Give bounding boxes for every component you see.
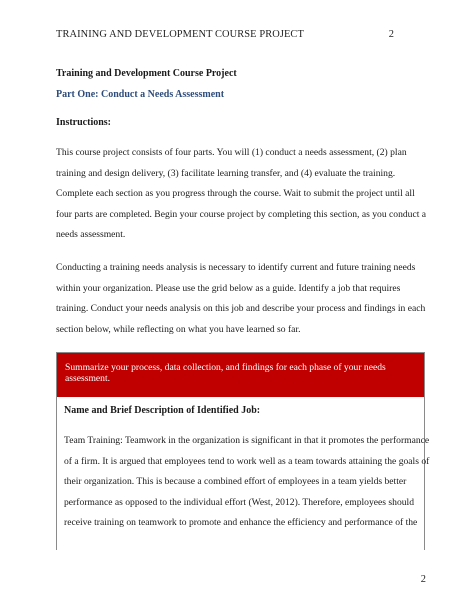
running-header-title: TRAINING AND DEVELOPMENT COURSE PROJECT	[56, 29, 304, 40]
paragraph-line: of a firm. It is argued that employees tend to work well as a team towards attaining the goals of	[64, 455, 430, 467]
paragraph-line: section below, while reflecting on what you have learned so far.	[56, 323, 301, 335]
instructions-paragraph-2	[56, 258, 426, 340]
job-description-paragraph	[64, 431, 430, 534]
paragraph-line: Conducting a training needs analysis is necessary to identify current and future training needs	[56, 262, 416, 273]
footer-page-number: 2	[420, 574, 426, 585]
paragraph-line: This course project consists of four parts. You will (1) conduct a needs assessment, (2) plan	[56, 147, 407, 158]
document-title: Training and Development Course Project	[56, 68, 237, 79]
instructions-heading: Instructions:	[56, 117, 112, 128]
paragraph-line: training. Conduct your needs analysis on this job and describe your process and findings in each	[56, 303, 426, 315]
paragraph-line: training and design delivery, (3) facilitate learning transfer, and (4) evaluate the training.	[56, 167, 396, 179]
paragraph-line: four parts are completed. Begin your course project by completing this section, as you conduct a	[56, 208, 427, 220]
instructions-paragraph-1	[56, 143, 426, 246]
part-heading: Part One: Conduct a Needs Assessment	[56, 89, 225, 100]
paragraph-line: receive training on teamwork to promote and enhance the efficiency and performance of the	[64, 517, 418, 529]
running-header	[56, 29, 394, 40]
paragraph-line: Team Training: Teamwork in the organization is significant in that it promotes the performance	[64, 435, 430, 446]
paragraph-line: performance as opposed to the individual effort (West, 2012). Therefore, employees should	[64, 496, 415, 508]
paragraph-line: their organization. This is because a combined effort of employees in a team yields better	[64, 476, 407, 488]
paragraph-line: Complete each section as you progress through the course. Wait to submit the project until all	[56, 188, 415, 200]
job-heading: Name and Brief Description of Identified Job:	[64, 405, 261, 416]
header-page-number: 2	[388, 29, 394, 40]
needs-assessment-grid	[56, 352, 430, 550]
paragraph-line: needs assessment.	[56, 229, 126, 241]
paragraph-line: within your organization. Please use the grid below as a guide. Identify a job that requires	[56, 282, 401, 294]
grid-banner: Summarize your process, data collection, and findings for each phase of your needs assessment.	[57, 353, 424, 397]
